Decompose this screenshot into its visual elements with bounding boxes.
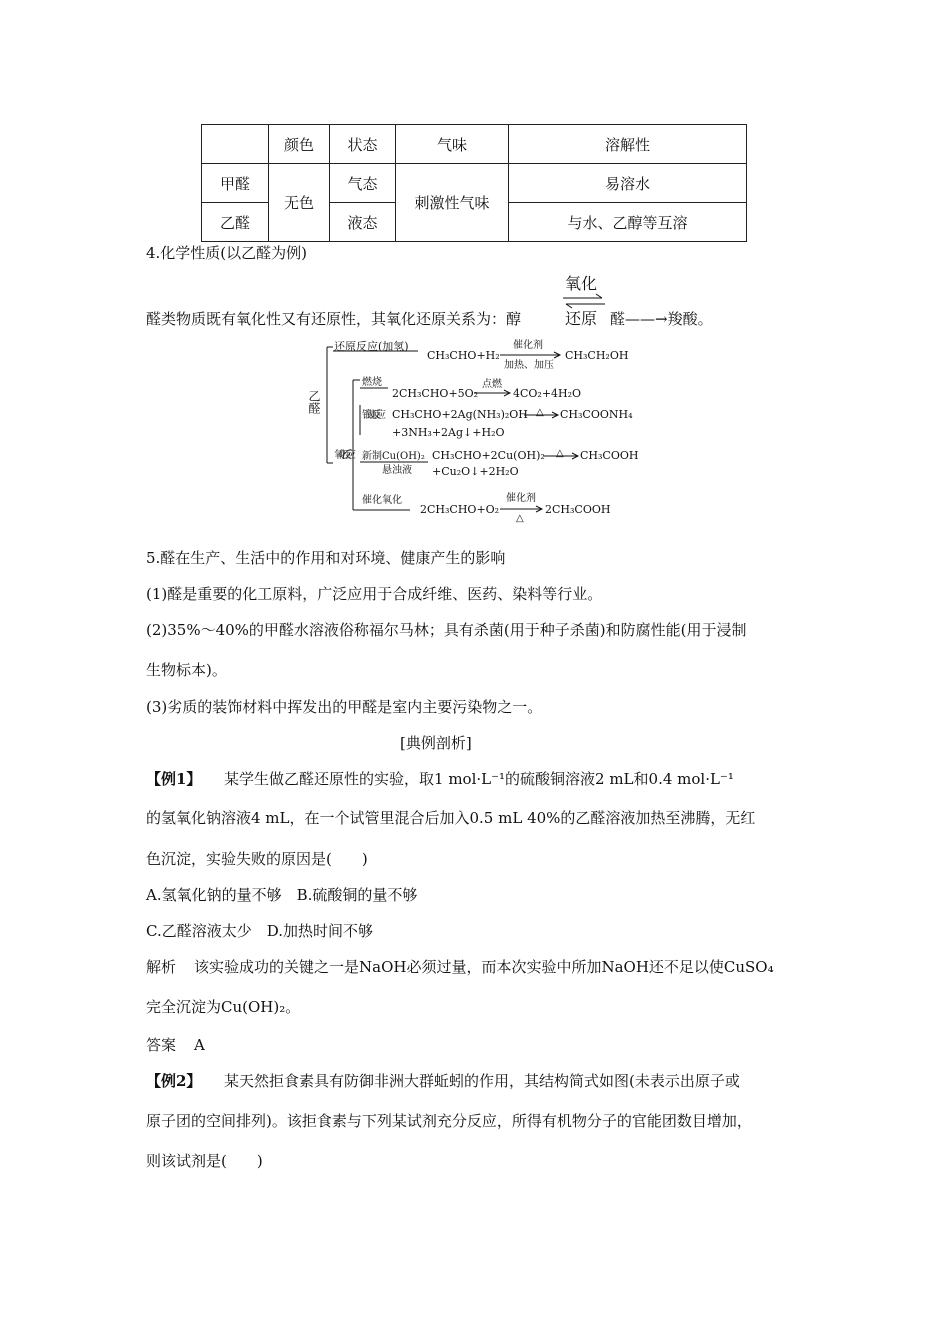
cond-heat-catalytic: △ xyxy=(516,513,524,524)
branch-copper-label2: 悬浊液 xyxy=(382,465,412,476)
redox-relation-suffix: 醛——→羧酸。 xyxy=(610,310,713,328)
prod-catalytic: 2CH₃COOH xyxy=(545,503,611,516)
section-title: 5.醛在生产、生活中的作用和对环境、健康产生的影响 xyxy=(146,549,506,567)
analysis-label: 解析 xyxy=(146,958,177,976)
eq-copper-line1: CH₃CHO+2Cu(OH)₂ xyxy=(432,449,545,462)
example-text: 则该试剂是( ) xyxy=(146,1152,263,1170)
eq-silver-line1: CH₃CHO+2Ag(NH₃)₂OH xyxy=(392,408,528,421)
double-arrow-icon xyxy=(560,294,608,308)
table-row xyxy=(202,164,747,203)
example-text: 某天然拒食素具有防御非洲大群蚯蚓的作用，其结构简式如图(未表示出原子或 xyxy=(224,1072,740,1090)
eq-burn-reactants: 2CH₃CHO+5O₂ xyxy=(392,387,479,400)
example-text: 的氢氧化钠溶液4 mL，在一个试管里混合后加入0.5 mL 40%的乙醛溶液加热至沸腾，无红 xyxy=(146,809,756,827)
prod-silver-line1: CH₃COONH₄ xyxy=(560,408,633,421)
table-header-cell: 颜色 xyxy=(269,125,330,164)
example-text: 某学生做乙醛还原性的实验，取1 mol·L⁻¹的硫酸铜溶液2 mL和0.4 mol·L⁻¹ xyxy=(224,770,734,788)
acetaldehyde-reaction-diagram xyxy=(307,335,640,525)
redox-equilibrium-arrows xyxy=(560,274,608,334)
cond-reduction-bottom: 加热、加压 xyxy=(504,360,554,371)
analysis-text: 完全沉淀为Cu(OH)₂。 xyxy=(146,998,301,1016)
paragraph: (3)劣质的装饰材料中挥发出的甲醛是室内主要污染物之一。 xyxy=(146,698,543,716)
eq-reduction-reactants: CH₃CHO+H₂ xyxy=(427,349,500,362)
table-header-row xyxy=(202,125,747,164)
paragraph: (2)35%～40%的甲醛水溶液俗称福尔马林；具有杀菌(用于种子杀菌)和防腐性能(用于浸制 xyxy=(146,621,747,639)
cond-reduction-top: 催化剂 xyxy=(513,340,543,351)
table-cell: 乙醛 xyxy=(202,203,269,242)
cond-heat-silver: △ xyxy=(536,407,544,418)
table-cell: 气态 xyxy=(330,164,396,203)
diagram-root-label: 乙醛 xyxy=(307,390,321,414)
branch-burn-label: 燃烧 xyxy=(362,377,382,388)
table-cell: 甲醛 xyxy=(202,164,269,203)
cond-catalytic: 催化剂 xyxy=(506,493,536,504)
prod-copper-line1: CH₃COOH xyxy=(580,449,639,462)
paragraph: 生物标本)。 xyxy=(146,661,227,679)
table-cell: 易溶水 xyxy=(509,164,747,203)
examples-heading: [典例剖析] xyxy=(400,734,472,752)
table-header-cell xyxy=(202,125,269,164)
reduce-label: 还原 xyxy=(565,309,598,328)
prod-reduction: CH₃CH₂OH xyxy=(565,349,629,362)
branch-catalytic-label: 催化氧化 xyxy=(362,495,402,506)
table-header-cell: 气味 xyxy=(396,125,509,164)
example-label: 【例2】 xyxy=(146,1072,202,1090)
answer-label: 答案 xyxy=(146,1036,177,1054)
options-cd: C.乙醛溶液太少 D.加热时间不够 xyxy=(146,922,373,940)
section-title: 4.化学性质(以乙醛为例) xyxy=(146,244,308,262)
table-cell: 无色 xyxy=(269,164,330,242)
cond-heat-copper: △ xyxy=(556,448,564,459)
table-header-cell: 状态 xyxy=(330,125,396,164)
table-cell: 刺激性气味 xyxy=(396,164,509,242)
eq-silver-line2: +3NH₃+2Ag↓+H₂O xyxy=(392,426,505,439)
branch-copper-label1: 新制Cu(OH)₂ xyxy=(362,451,425,462)
cond-burn: 点燃 xyxy=(482,379,502,390)
prod-burn: 4CO₂+4H₂O xyxy=(513,387,582,400)
table-header-cell: 溶解性 xyxy=(509,125,747,164)
example-text: 原子团的空间排列)。该拒食素与下列某试剂充分反应，所得有机物分子的官能团数目增加， xyxy=(146,1112,752,1130)
eq-copper-line2: +Cu₂O↓+2H₂O xyxy=(432,465,519,478)
aldehyde-properties-table xyxy=(201,124,747,242)
paragraph: (1)醛是重要的化工原料，广泛应用于合成纤维、医药、染料等行业。 xyxy=(146,585,603,603)
eq-catalytic-reactants: 2CH₃CHO+O₂ xyxy=(420,503,500,516)
table-cell: 与水、乙醇等互溶 xyxy=(509,203,747,242)
analysis-text: 该实验成功的关键之一是NaOH必须过量，而本次实验中所加NaOH还不足以使CuSO₄ xyxy=(194,958,774,976)
answer-value: A xyxy=(194,1036,205,1054)
options-ab: A.氢氧化钠的量不够 B.硫酸铜的量不够 xyxy=(146,886,418,904)
table-cell: 液态 xyxy=(330,203,396,242)
example-text: 色沉淀，实验失败的原因是( ) xyxy=(146,850,368,868)
branch-silver-label: 银镜反应 xyxy=(362,410,386,421)
oxidation-label: 氧化反应 xyxy=(334,450,356,461)
oxidize-label: 氧化 xyxy=(565,274,598,293)
branch-reduction-label: 还原反应(加氢) xyxy=(334,340,409,353)
example-label: 【例1】 xyxy=(146,770,202,788)
redox-relation-prefix: 醛类物质既有氧化性又有还原性，其氧化还原关系为：醇 xyxy=(146,310,522,328)
